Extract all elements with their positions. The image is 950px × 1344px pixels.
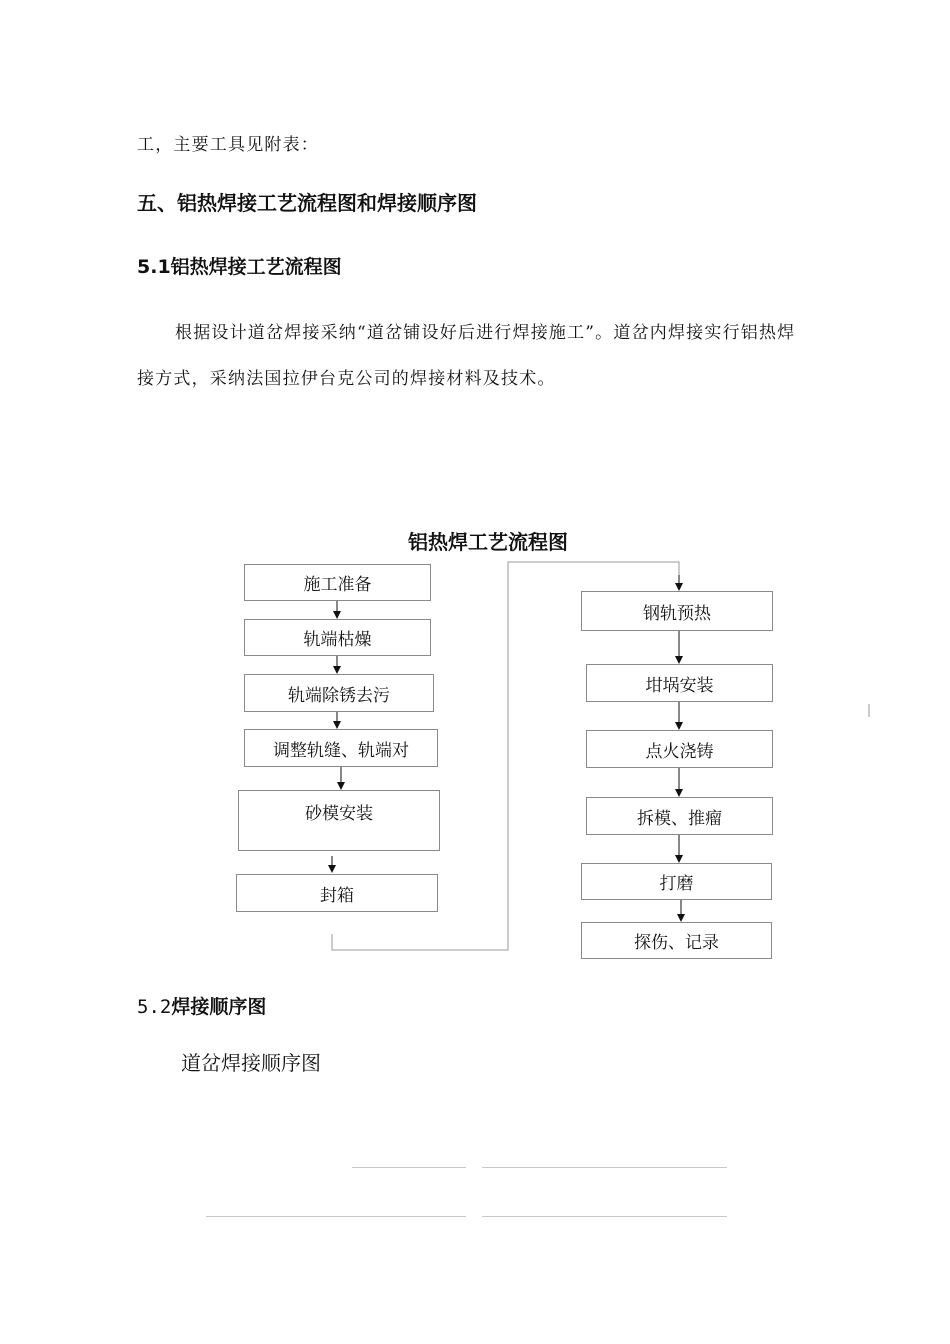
flow-step-left-3: 轨端除锈去污 [244,674,434,712]
paragraph-line-1: 根据设计道岔焊接采纳“道岔铺设好后进行焊接施工”。道岔内焊接实行铝热焊 [175,323,796,343]
flow-step-right-1: 钢轨预热 [581,591,773,631]
faint-rule [482,1216,727,1217]
flow-step-left-4: 调整轨缝、轨端对 [244,729,438,767]
flowchart-title: 铝热焊工艺流程图 [408,530,568,554]
faint-rule [352,1167,466,1168]
flow-step-right-2: 坩埚安装 [586,664,773,702]
sequence-caption: 道岔焊接顺序图 [181,1051,321,1075]
faint-rule [482,1167,727,1168]
paragraph-line-2: 接方式，采纳法国拉伊台克公司的焊接材料及技术。 [137,369,556,389]
flow-step-left-6: 封箱 [236,874,438,912]
section-heading-5-2 [137,992,266,1019]
faint-rule [206,1216,466,1217]
heading-number: 5.2 [137,996,172,1018]
flow-step-left-1: 施工准备 [244,564,431,601]
continued-text-line: 工，主要工具见附表： [137,135,319,155]
flow-step-right-5: 打磨 [581,863,772,900]
flow-step-right-4: 拆模、推瘤 [586,797,773,835]
flow-step-right-3: 点火浇铸 [586,730,773,768]
flow-step-left-5: 砂模安装 [238,790,440,851]
section-heading-5: 五、铝热焊接工艺流程图和焊接顺序图 [137,191,477,215]
flow-step-right-6: 探伤、记录 [581,922,772,959]
flow-step-left-2: 轨端枯燥 [244,619,431,656]
heading-text: 焊接顺序图 [171,996,267,1018]
section-heading-5-1: 5.1铝热焊接工艺流程图 [137,256,342,278]
